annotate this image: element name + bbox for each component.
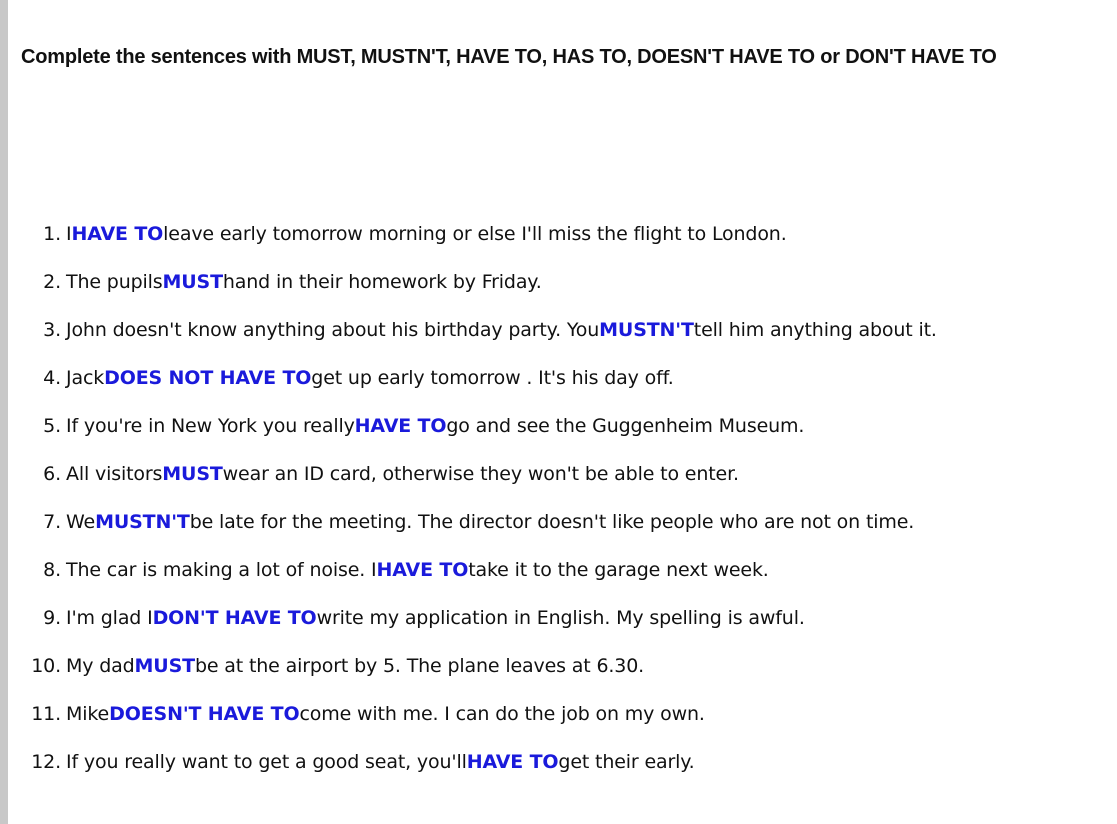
- exercise-item: [8, 546, 937, 594]
- sentence-end: write my application in English. My spelling is awful.: [316, 607, 805, 629]
- exercise-item: [8, 450, 937, 498]
- sentence-end: hand in their homework by Friday.: [222, 271, 542, 293]
- sentence-start: Jack: [66, 367, 105, 389]
- sentence-start: All visitors: [66, 463, 163, 485]
- answer-text: MUSTN'T: [599, 319, 694, 341]
- exercise-number: 9.: [43, 607, 61, 629]
- exercise-list: [8, 210, 937, 786]
- exercise-number: 7.: [43, 511, 61, 533]
- exercise-item: [8, 210, 937, 258]
- answer-text: HAVE TO: [71, 223, 164, 245]
- exercise-item: [8, 498, 937, 546]
- answer-text: MUST: [162, 463, 223, 485]
- answer-text: DOES NOT HAVE TO: [104, 367, 312, 389]
- answer-text: HAVE TO: [376, 559, 469, 581]
- answer-text: MUST: [162, 271, 223, 293]
- exercise-number: 10.: [31, 655, 61, 677]
- answer-text: MUSTN'T: [95, 511, 190, 533]
- exercise-number: 12.: [31, 751, 61, 773]
- sentence-start: John doesn't know anything about his birthday party. You: [66, 319, 600, 341]
- sentence-start: The car is making a lot of noise. I: [66, 559, 377, 581]
- exercise-number: 8.: [43, 559, 61, 581]
- sentence-start: The pupils: [66, 271, 163, 293]
- sentence-end: be late for the meeting. The director doesn't like people who are not on time.: [189, 511, 915, 533]
- answer-text: DON'T HAVE TO: [152, 607, 317, 629]
- sentence-end: get up early tomorrow . It's his day off.: [311, 367, 674, 389]
- sentence-start: I: [66, 223, 72, 245]
- exercise-item: [8, 306, 937, 354]
- answer-text: DOESN'T HAVE TO: [109, 703, 300, 725]
- exercise-item: [8, 642, 937, 690]
- sentence-start: If you really want to get a good seat, you'll: [66, 751, 467, 773]
- exercise-number: 6.: [43, 463, 61, 485]
- sentence-start: I'm glad I: [66, 607, 153, 629]
- exercise-number: 2.: [43, 271, 61, 293]
- exercise-item: [8, 402, 937, 450]
- sentence-end: tell him anything about it.: [693, 319, 937, 341]
- sentence-end: get their early.: [558, 751, 695, 773]
- exercise-item: [8, 594, 937, 642]
- answer-text: HAVE TO: [466, 751, 559, 773]
- exercise-number: 5.: [43, 415, 61, 437]
- exercise-item: [8, 690, 937, 738]
- exercise-item: [8, 354, 937, 402]
- answer-text: MUST: [134, 655, 195, 677]
- exercise-item: [8, 258, 937, 306]
- sentence-start: My dad: [66, 655, 135, 677]
- exercise-number: 4.: [43, 367, 61, 389]
- sentence-start: We: [66, 511, 96, 533]
- exercise-item: [8, 738, 937, 786]
- sentence-end: go and see the Guggenheim Museum.: [446, 415, 805, 437]
- instruction-heading: Complete the sentences with MUST, MUSTN'T, HAVE TO, HAS TO, DOESN'T HAVE TO or DON'T HAVE TO: [21, 46, 997, 68]
- sentence-end: come with me. I can do the job on my own.: [299, 703, 705, 725]
- sentence-start: If you're in New York you really: [66, 415, 355, 437]
- sentence-end: wear an ID card, otherwise they won't be able to enter.: [222, 463, 739, 485]
- sentence-end: be at the airport by 5. The plane leaves at 6.30.: [194, 655, 645, 677]
- answer-text: HAVE TO: [354, 415, 447, 437]
- sentence-start: Mike: [66, 703, 110, 725]
- exercise-number: 11.: [31, 703, 61, 725]
- sentence-end: leave early tomorrow morning or else I'll miss the flight to London.: [163, 223, 787, 245]
- exercise-number: 1.: [43, 223, 61, 245]
- exercise-number: 3.: [43, 319, 61, 341]
- sentence-end: take it to the garage next week.: [468, 559, 769, 581]
